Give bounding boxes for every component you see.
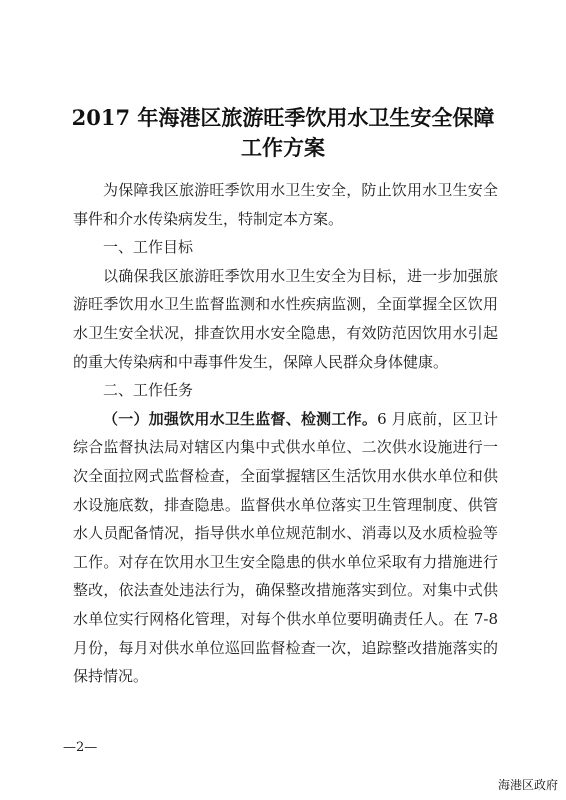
document-title-line2: 工作方案 — [241, 135, 325, 160]
section1-paragraph: 以确保我区旅游旺季饮用水卫生安全为目标，进一步加强旅游旺季饮用水卫生监督监测和水性疾病监测，全面掌握全区饮用水卫生安全状况，排查饮用水安全隐患，有效防范因饮用水引起的重大传染病和中毒事件发生，保障人民群众身体健康。 — [73, 266, 498, 371]
document-title-line1: 2017 年海港区旅游旺季饮用水卫生安全保障 — [71, 105, 495, 130]
task1-paragraph — [73, 405, 498, 691]
task1-text: 6 月底前，区卫计综合监督执法局对辖区内集中式供水单位、二次供水设施进行一次全面拉网式监督检查，全面掌握辖区生活饮用水供水单位和供水设施底数，排查隐患。监督供水单位落实卫生管理制度、供管水人员配备情况，指导供水单位规范制水、消毒以及水质检验等工作。对存在饮用水卫生安全隐患的供水单位采取有力措施进行整改，依法查处违法行为，确保整改措施落实到位。对集中式供水单位实行网格化管理，对每个供水单位要明确责任人。在 7-8 月份，每月对供水单位巡回监督检查一次，追踪整改措施落实的保持情况。 — [73, 409, 498, 686]
section1-heading: 一、工作目标 — [103, 238, 194, 257]
source-watermark: 海港区政府 — [497, 778, 558, 792]
document-body — [73, 176, 498, 691]
section2-heading: 二、工作任务 — [103, 381, 194, 400]
task1-lead: （一）加强饮用水卫生监督、检测工作。 — [103, 409, 378, 428]
intro-paragraph: 为保障我区旅游旺季饮用水卫生安全，防止饮用水卫生安全事件和介水传染病发生，特制定本方案。 — [73, 181, 498, 228]
page-number: —2— — [63, 740, 98, 755]
